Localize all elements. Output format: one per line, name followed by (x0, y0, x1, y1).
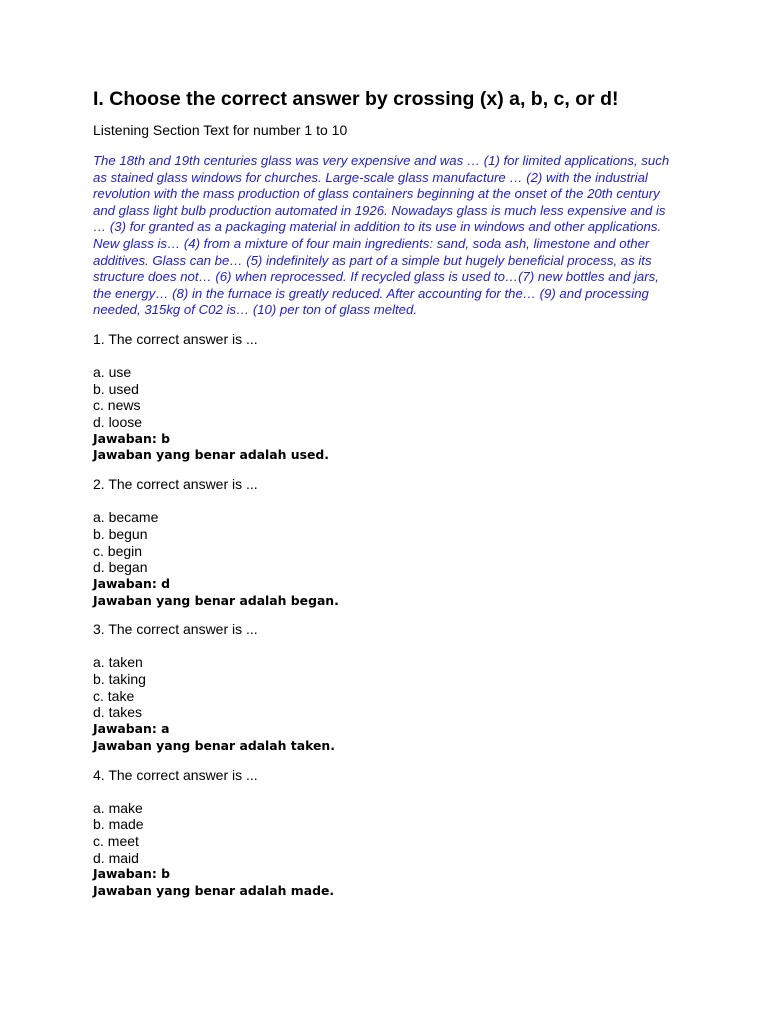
option-c: c. meet (93, 833, 139, 849)
question-prompt: 4. The correct answer is ... (93, 766, 258, 783)
answer-explanation: Jawaban yang benar adalah taken. (93, 737, 335, 753)
listening-section-label: Listening Section Text for number 1 to 10 (93, 122, 348, 138)
listening-passage: The 18th and 19th centuries glass was very expensive and was … (1) for limited applications, such as stained glass windows for churches. Large-scale glass manufacture … (2) with the industrial revolution with the mass production of glass containers beginning at the onset of the 20th century and glass light bulb production automated in 1926. Nowadays glass is much less expensive and is … (3) for granted as a packaging material in addition to its use in windows and other applications. New glass is… (4) from a mixture of four main ingredients: sand, soda ash, limestone and other additives. Glass can be… (5) indefinitely as part of a simple but hugely beneficial process, as its structure does not… (6) when reprocessed. If recycled glass is used to…(7) new bottles and jars, the energy… (8) in the furnace is greatly reduced. After accounting for the… (9) and processing needed, 315kg of C02 is… (10) per ton of glass melted. (93, 153, 670, 318)
option-c: c. take (93, 687, 135, 704)
option-list (93, 800, 678, 867)
question-1 (93, 331, 678, 464)
option-list (93, 364, 678, 431)
option-d: d. began (93, 559, 148, 576)
answer-explanation: Jawaban yang benar adalah made. (93, 883, 335, 899)
answer-key: Jawaban: b (93, 866, 170, 882)
question-prompt: 2. The correct answer is ... (93, 476, 258, 493)
option-list (93, 654, 678, 721)
option-list (93, 509, 678, 576)
section-heading: I. Choose the correct answer by crossing (x) a, b, c, or d! (93, 88, 619, 110)
option-a: a. became (93, 509, 159, 526)
option-d: d. loose (93, 414, 143, 431)
option-a: a. make (93, 799, 143, 816)
option-d: d. maid (93, 849, 139, 866)
option-d: d. takes (93, 704, 143, 721)
answer-explanation: Jawaban yang benar adalah used. (93, 447, 329, 463)
answer-key: Jawaban: a (93, 721, 170, 737)
answer-key: Jawaban: d (93, 575, 170, 591)
option-c: c. begin (93, 542, 143, 559)
option-a: a. taken (93, 654, 143, 671)
document-page (93, 86, 678, 912)
answer-key: Jawaban: b (93, 430, 170, 446)
question-prompt: 3. The correct answer is ... (93, 621, 258, 638)
option-b: b. begun (93, 525, 148, 542)
question-3 (93, 621, 678, 754)
option-a: a. use (93, 363, 132, 380)
option-b: b. made (93, 816, 144, 833)
question-4 (93, 767, 678, 900)
option-c: c. news (93, 397, 141, 414)
option-b: b. used (93, 380, 139, 397)
option-b: b. taking (93, 671, 146, 688)
answer-explanation: Jawaban yang benar adalah began. (93, 592, 339, 608)
question-2 (93, 476, 678, 609)
question-prompt: 1. The correct answer is ... (93, 330, 258, 347)
